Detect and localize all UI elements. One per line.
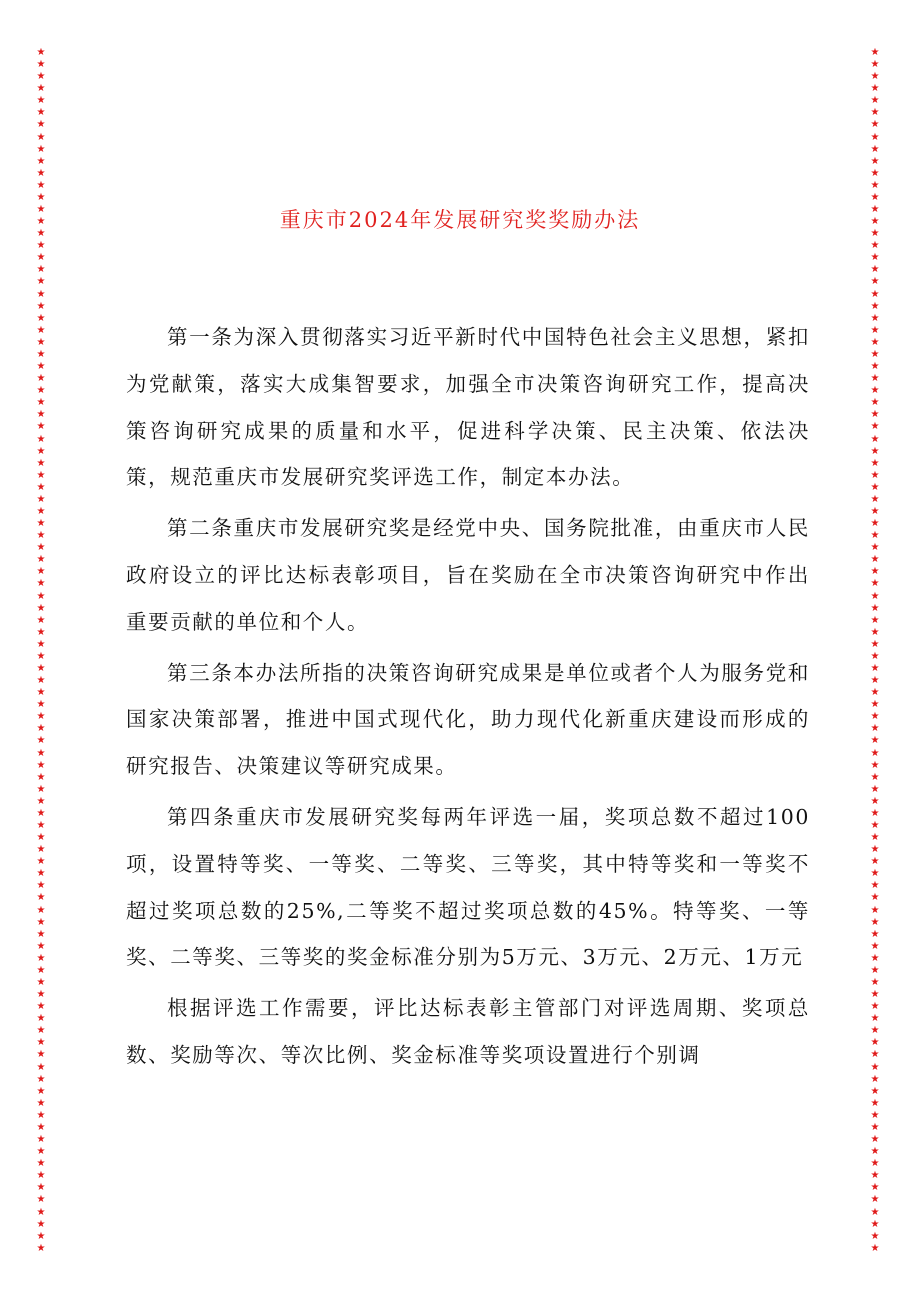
star-icon: ★ <box>36 687 46 699</box>
star-icon: ★ <box>870 505 880 517</box>
star-icon: ★ <box>870 820 880 831</box>
star-icon: ★ <box>870 518 880 530</box>
star-icon: ★ <box>870 989 880 1001</box>
star-icon: ★ <box>36 530 46 542</box>
star-icon: ★ <box>36 119 46 131</box>
star-icon: ★ <box>36 940 46 952</box>
star-icon: ★ <box>870 1049 880 1061</box>
star-icon: ★ <box>36 1158 46 1170</box>
star-icon: ★ <box>36 1206 46 1218</box>
star-icon: ★ <box>36 880 46 892</box>
star-icon: ★ <box>36 143 46 155</box>
star-icon: ★ <box>36 481 46 493</box>
star-icon: ★ <box>36 626 46 638</box>
star-icon: ★ <box>870 602 880 614</box>
star-icon: ★ <box>870 228 880 240</box>
star-icon: ★ <box>870 83 880 95</box>
star-icon: ★ <box>870 650 880 662</box>
star-icon: ★ <box>870 493 880 505</box>
star-icon: ★ <box>870 143 880 155</box>
star-icon: ★ <box>870 204 880 216</box>
paragraph-article-3: 第三条本办法所指的决策咨询研究成果是单位或者个人为服务党和国家决策部署，推进中国式现代化，助力现代化新重庆建设而形成的研究报告、决策建议等研究成果。 <box>126 660 810 779</box>
star-icon: ★ <box>36 167 46 179</box>
star-icon: ★ <box>36 445 46 457</box>
star-icon: ★ <box>870 59 880 71</box>
star-icon: ★ <box>36 252 46 264</box>
star-icon: ★ <box>870 916 880 928</box>
star-icon: ★ <box>36 699 46 711</box>
star-icon: ★ <box>870 119 880 131</box>
star-icon: ★ <box>870 928 880 940</box>
star-icon: ★ <box>870 469 880 481</box>
star-icon: ★ <box>870 1109 880 1121</box>
star-icon: ★ <box>36 373 46 385</box>
star-icon: ★ <box>36 1073 46 1085</box>
star-icon: ★ <box>36 1109 46 1121</box>
star-icon: ★ <box>36 361 46 373</box>
star-icon: ★ <box>870 1230 880 1242</box>
star-icon: ★ <box>36 518 46 530</box>
star-icon: ★ <box>870 179 880 191</box>
star-icon: ★ <box>36 578 46 590</box>
paragraph-article-4: 第四条重庆市发展研究奖每两年评选一届，奖项总数不超过100项，设置特等奖、一等奖、二等奖、三等奖，其中特等奖和一等奖不超过奖项总数的25%,二等奖不超过奖项总数的45%。特等奖、一等奖、二等奖、三等奖的奖金标准分别为5万元、3万元、2万元、1万元 <box>126 804 810 970</box>
star-icon: ★ <box>36 1134 46 1146</box>
star-icon: ★ <box>36 348 46 360</box>
star-icon: ★ <box>36 155 46 167</box>
star-icon: ★ <box>36 288 46 300</box>
star-icon: ★ <box>36 675 46 687</box>
star-icon: ★ <box>36 1085 46 1097</box>
star-icon: ★ <box>870 312 880 324</box>
star-icon: ★ <box>870 1097 880 1109</box>
star-icon: ★ <box>870 1182 880 1194</box>
star-icon: ★ <box>870 107 880 119</box>
star-icon: ★ <box>870 1061 880 1073</box>
star-icon: ★ <box>870 1170 880 1182</box>
star-icon: ★ <box>36 650 46 662</box>
star-icon: ★ <box>36 48 46 58</box>
star-icon: ★ <box>36 240 46 252</box>
star-icon: ★ <box>36 868 46 880</box>
star-icon: ★ <box>36 662 46 674</box>
star-icon: ★ <box>870 699 880 711</box>
star-icon: ★ <box>870 131 880 143</box>
star-icon: ★ <box>36 928 46 940</box>
star-icon: ★ <box>36 844 46 856</box>
star-icon: ★ <box>36 614 46 626</box>
star-icon: ★ <box>36 131 46 143</box>
star-icon: ★ <box>870 783 880 795</box>
star-icon: ★ <box>36 1049 46 1061</box>
star-icon: ★ <box>36 95 46 107</box>
star-icon: ★ <box>870 300 880 312</box>
star-icon: ★ <box>870 1025 880 1037</box>
star-icon: ★ <box>36 1242 46 1254</box>
star-icon: ★ <box>870 1206 880 1218</box>
star-icon: ★ <box>870 421 880 433</box>
star-icon: ★ <box>870 856 880 868</box>
star-icon: ★ <box>870 771 880 783</box>
star-icon: ★ <box>870 1001 880 1013</box>
star-icon: ★ <box>870 264 880 276</box>
star-icon: ★ <box>36 711 46 723</box>
star-icon: ★ <box>870 759 880 771</box>
star-icon: ★ <box>36 747 46 759</box>
star-icon: ★ <box>36 590 46 602</box>
star-icon: ★ <box>870 216 880 228</box>
star-icon: ★ <box>870 542 880 554</box>
star-icon: ★ <box>870 324 880 336</box>
star-icon: ★ <box>870 1194 880 1206</box>
star-icon: ★ <box>36 1194 46 1206</box>
star-icon: ★ <box>36 771 46 783</box>
star-icon: ★ <box>870 578 880 590</box>
star-icon: ★ <box>36 264 46 276</box>
star-icon: ★ <box>870 433 880 445</box>
star-icon: ★ <box>870 385 880 397</box>
star-icon: ★ <box>36 505 46 517</box>
star-icon: ★ <box>870 977 880 989</box>
star-icon: ★ <box>870 348 880 360</box>
star-icon: ★ <box>870 566 880 578</box>
star-icon: ★ <box>870 373 880 385</box>
star-icon: ★ <box>870 1158 880 1170</box>
star-icon: ★ <box>36 71 46 83</box>
star-icon: ★ <box>36 433 46 445</box>
star-icon: ★ <box>36 397 46 409</box>
star-icon: ★ <box>870 1242 880 1254</box>
star-icon: ★ <box>36 952 46 964</box>
star-icon: ★ <box>36 191 46 203</box>
star-icon: ★ <box>870 832 880 844</box>
star-icon: ★ <box>36 1170 46 1182</box>
star-icon: ★ <box>36 1121 46 1133</box>
star-icon: ★ <box>870 1134 880 1146</box>
star-icon: ★ <box>870 904 880 916</box>
star-icon: ★ <box>36 904 46 916</box>
star-icon: ★ <box>36 735 46 747</box>
star-icon: ★ <box>870 554 880 566</box>
paragraph-article-2: 第二条重庆市发展研究奖是经党中央、国务院批准，由重庆市人民政府设立的评比达标表彰项目，旨在奖励在全市决策咨询研究中作出重要贡献的单位和个人。 <box>126 516 810 634</box>
star-icon: ★ <box>36 457 46 469</box>
star-icon: ★ <box>36 493 46 505</box>
star-icon: ★ <box>870 95 880 107</box>
star-icon: ★ <box>36 723 46 735</box>
star-icon: ★ <box>870 964 880 976</box>
star-icon: ★ <box>870 336 880 348</box>
star-icon: ★ <box>870 795 880 807</box>
star-icon: ★ <box>36 204 46 216</box>
star-icon: ★ <box>870 747 880 759</box>
star-icon: ★ <box>870 155 880 167</box>
star-icon: ★ <box>870 1146 880 1158</box>
star-icon: ★ <box>870 276 880 288</box>
star-icon: ★ <box>870 481 880 493</box>
star-icon: ★ <box>870 807 880 819</box>
star-icon: ★ <box>36 1013 46 1025</box>
star-icon: ★ <box>870 457 880 469</box>
star-icon: ★ <box>870 288 880 300</box>
star-icon: ★ <box>36 336 46 348</box>
star-icon: ★ <box>870 71 880 83</box>
star-icon: ★ <box>36 977 46 989</box>
star-icon: ★ <box>870 1073 880 1085</box>
star-icon: ★ <box>870 191 880 203</box>
star-icon: ★ <box>36 916 46 928</box>
star-icon: ★ <box>36 1218 46 1230</box>
document-title: 重庆市2024年发展研究奖奖励办法 <box>279 208 641 232</box>
star-icon: ★ <box>36 892 46 904</box>
star-icon: ★ <box>36 759 46 771</box>
star-icon: ★ <box>36 856 46 868</box>
star-icon: ★ <box>870 735 880 747</box>
star-icon: ★ <box>36 554 46 566</box>
star-icon: ★ <box>870 1085 880 1097</box>
star-icon: ★ <box>870 638 880 650</box>
star-icon: ★ <box>870 952 880 964</box>
star-icon: ★ <box>870 397 880 409</box>
star-icon: ★ <box>870 530 880 542</box>
star-icon: ★ <box>870 1218 880 1230</box>
star-icon: ★ <box>36 312 46 324</box>
star-icon: ★ <box>870 445 880 457</box>
star-icon: ★ <box>870 844 880 856</box>
star-icon: ★ <box>36 566 46 578</box>
paragraph-adjustment: 根据评选工作需要，评比达标表彰主管部门对评选周期、奖项总数、奖励等次、等次比例、奖金标准等奖项设置进行个别调 <box>126 996 810 1067</box>
star-icon: ★ <box>36 1025 46 1037</box>
star-icon: ★ <box>870 240 880 252</box>
star-icon: ★ <box>36 832 46 844</box>
star-icon: ★ <box>870 675 880 687</box>
star-icon: ★ <box>870 167 880 179</box>
document-body <box>126 314 810 1083</box>
star-icon: ★ <box>36 83 46 95</box>
star-icon: ★ <box>36 300 46 312</box>
star-icon: ★ <box>870 711 880 723</box>
star-icon: ★ <box>870 940 880 952</box>
star-icon: ★ <box>36 807 46 819</box>
star-icon: ★ <box>36 795 46 807</box>
star-icon: ★ <box>870 48 880 58</box>
star-icon: ★ <box>36 1146 46 1158</box>
paragraph-article-1: 第一条为深入贯彻落实习近平新时代中国特色社会主义思想，紧扣为党献策，落实大成集智要求，加强全市决策咨询研究工作，提高决策咨询研究成果的质量和水平，促进科学决策、民主决策、依法决策，规范重庆市发展研究奖评选工作，制定本办法。 <box>126 325 810 490</box>
star-icon: ★ <box>36 216 46 228</box>
star-icon: ★ <box>36 638 46 650</box>
star-icon: ★ <box>870 626 880 638</box>
star-icon: ★ <box>870 614 880 626</box>
star-icon: ★ <box>870 361 880 373</box>
star-icon: ★ <box>36 385 46 397</box>
star-icon: ★ <box>36 1097 46 1109</box>
star-icon: ★ <box>36 964 46 976</box>
star-icon: ★ <box>36 1001 46 1013</box>
star-icon: ★ <box>36 276 46 288</box>
star-icon: ★ <box>36 1182 46 1194</box>
star-icon: ★ <box>36 1061 46 1073</box>
star-icon: ★ <box>36 228 46 240</box>
star-icon: ★ <box>36 107 46 119</box>
star-icon: ★ <box>36 1230 46 1242</box>
star-icon: ★ <box>870 1013 880 1025</box>
star-icon: ★ <box>36 421 46 433</box>
star-icon: ★ <box>36 179 46 191</box>
star-icon: ★ <box>36 602 46 614</box>
star-icon: ★ <box>36 324 46 336</box>
star-icon: ★ <box>36 409 46 421</box>
star-icon: ★ <box>36 783 46 795</box>
star-icon: ★ <box>870 868 880 880</box>
star-icon: ★ <box>870 687 880 699</box>
star-icon: ★ <box>36 469 46 481</box>
star-icon: ★ <box>36 1037 46 1049</box>
star-icon: ★ <box>36 59 46 71</box>
star-icon: ★ <box>36 989 46 1001</box>
star-icon: ★ <box>36 820 46 831</box>
star-icon: ★ <box>870 1037 880 1049</box>
star-icon: ★ <box>36 542 46 554</box>
star-icon: ★ <box>870 409 880 421</box>
star-icon: ★ <box>870 892 880 904</box>
star-icon: ★ <box>870 880 880 892</box>
star-icon: ★ <box>870 1121 880 1133</box>
star-icon: ★ <box>870 590 880 602</box>
star-icon: ★ <box>870 723 880 735</box>
star-icon: ★ <box>870 662 880 674</box>
star-icon: ★ <box>870 252 880 264</box>
